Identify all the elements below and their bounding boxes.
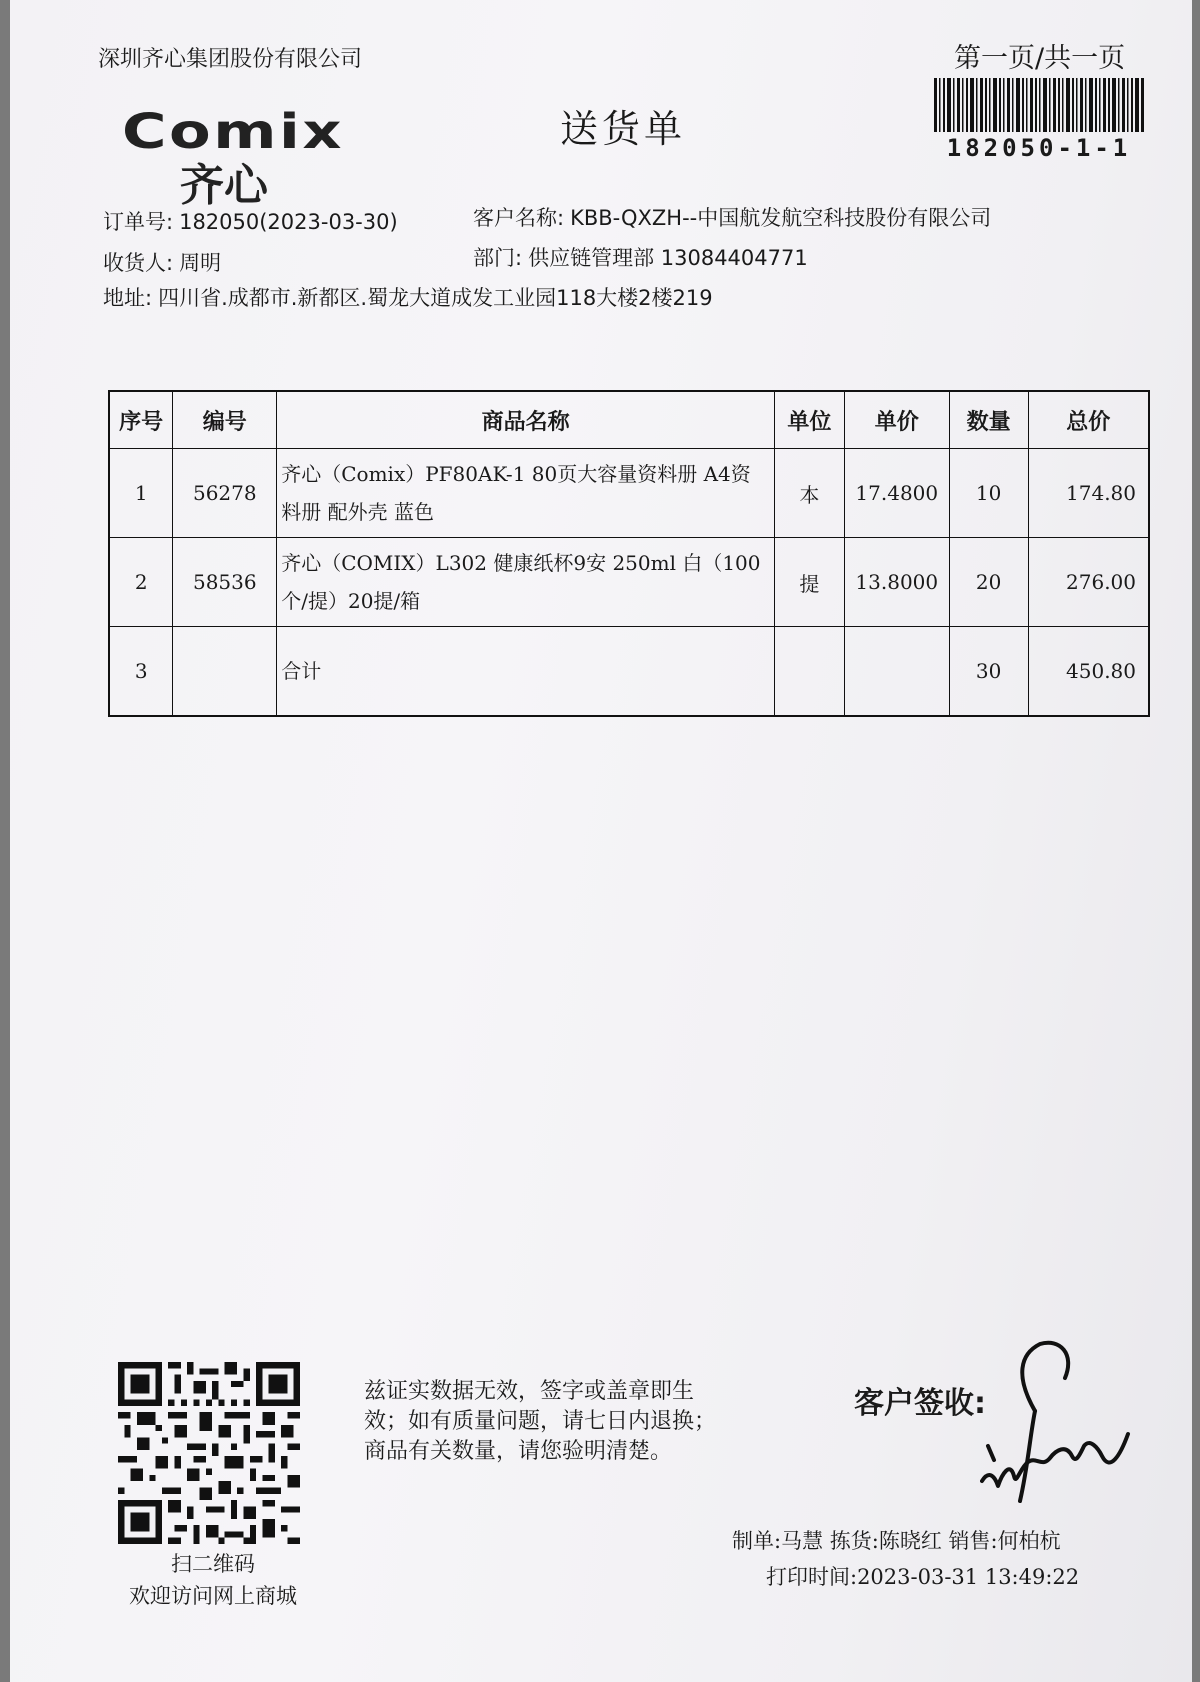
cell-code: 56278 (173, 449, 277, 538)
delivery-note-paper (10, 0, 1192, 1682)
qr-code-icon (118, 1362, 300, 1544)
cell-unit: 提 (774, 538, 844, 627)
customer-name-value: KBB-QXZH--中国航发航空科技股份有限公司 (570, 206, 992, 230)
qr-caption-line: 欢迎访问网上商城 (129, 1584, 297, 1608)
qr-caption (108, 1548, 318, 1612)
cell-total: 174.80 (1028, 449, 1149, 538)
svg-text:齐心: 齐心 (180, 160, 268, 210)
cell-quantity: 20 (949, 538, 1028, 627)
receiver (103, 247, 221, 277)
receiver-value: 周明 (179, 251, 222, 275)
header-total: 总价 (1028, 391, 1149, 449)
cell-seq: 3 (109, 627, 173, 717)
header-unit: 单位 (774, 391, 844, 449)
notice-text (364, 1377, 716, 1467)
order-number (103, 206, 398, 236)
cell-product-name (277, 627, 775, 717)
header-product-name: 商品名称 (277, 391, 775, 449)
handwritten-signature (980, 1336, 1190, 1516)
customer-name (473, 202, 991, 232)
cell-seq: 1 (109, 449, 173, 538)
cell-total: 450.80 (1028, 627, 1149, 717)
table-header-row (109, 391, 1149, 449)
cell-code (173, 627, 277, 717)
product-name-line: 齐心（COMIX）L302 健康纸杯9安 250ml 白（100 (281, 551, 761, 575)
product-name-line: 齐心（Comix）PF80AK-1 80页大容量资料册 A4资 (281, 462, 751, 486)
qr-caption-line: 扫二维码 (171, 1552, 255, 1576)
cell-total: 276.00 (1028, 538, 1149, 627)
customer-name-label: 客户名称: (473, 206, 565, 230)
cell-code: 58536 (173, 538, 277, 627)
address-value: 四川省.成都市.新都区.蜀龙大道成发工业园118大楼2楼219 (158, 286, 713, 310)
cell-unit-price: 13.8000 (844, 538, 949, 627)
cell-unit: 本 (774, 449, 844, 538)
cell-product-name (277, 449, 775, 538)
table-row-summary (109, 627, 1149, 717)
department-value: 供应链管理部 13084404771 (528, 246, 808, 270)
table-row (109, 538, 1149, 627)
page-indicator: 第一页/共一页 (954, 43, 1126, 74)
notice-line: 商品有关数量，请您验明清楚。 (364, 1439, 673, 1464)
cell-product-name (277, 538, 775, 627)
cell-seq: 2 (109, 538, 173, 627)
customer-sign-label: 客户签收: (854, 1386, 986, 1421)
cell-quantity: 30 (949, 627, 1028, 717)
document-title: 送货单 (560, 107, 687, 151)
header-seq: 序号 (109, 391, 173, 449)
order-number-value: 182050(2023-03-30) (179, 210, 398, 234)
address-label: 地址: (103, 286, 153, 310)
print-time: 打印时间:2023-03-31 13:49:22 (766, 1565, 1080, 1589)
header-code: 编号 (173, 391, 277, 449)
table-row (109, 449, 1149, 538)
header-unit-price: 单价 (844, 391, 949, 449)
barcode-icon (934, 78, 1144, 132)
notice-line: 兹证实数据无效，签字或盖章即生 (364, 1379, 695, 1404)
notice-line: 效；如有质量问题，请七日内退换； (364, 1409, 717, 1434)
cell-quantity: 10 (949, 449, 1028, 538)
company-name: 深圳齐心集团股份有限公司 (98, 47, 363, 72)
barcode-number: 182050-1-1 (946, 134, 1132, 162)
cell-unit (774, 627, 844, 717)
staff-info: 制单:马慧 拣货:陈晓红 销售:何柏杭 (732, 1529, 1061, 1553)
items-table (108, 390, 1150, 717)
department (473, 242, 808, 272)
address (103, 282, 713, 312)
receiver-label: 收货人: (103, 251, 174, 275)
cell-unit-price: 17.4800 (844, 449, 949, 538)
product-name-line: 料册 配外壳 蓝色 (281, 500, 434, 524)
order-number-label: 订单号: (103, 210, 174, 234)
header-quantity: 数量 (949, 391, 1028, 449)
comix-logo (120, 100, 370, 210)
svg-text:Comix: Comix (122, 104, 344, 160)
product-name-line: 个/提）20提/箱 (281, 589, 421, 613)
department-label: 部门: (473, 246, 523, 270)
cell-unit-price (844, 627, 949, 717)
product-name-line: 合计 (281, 659, 322, 683)
